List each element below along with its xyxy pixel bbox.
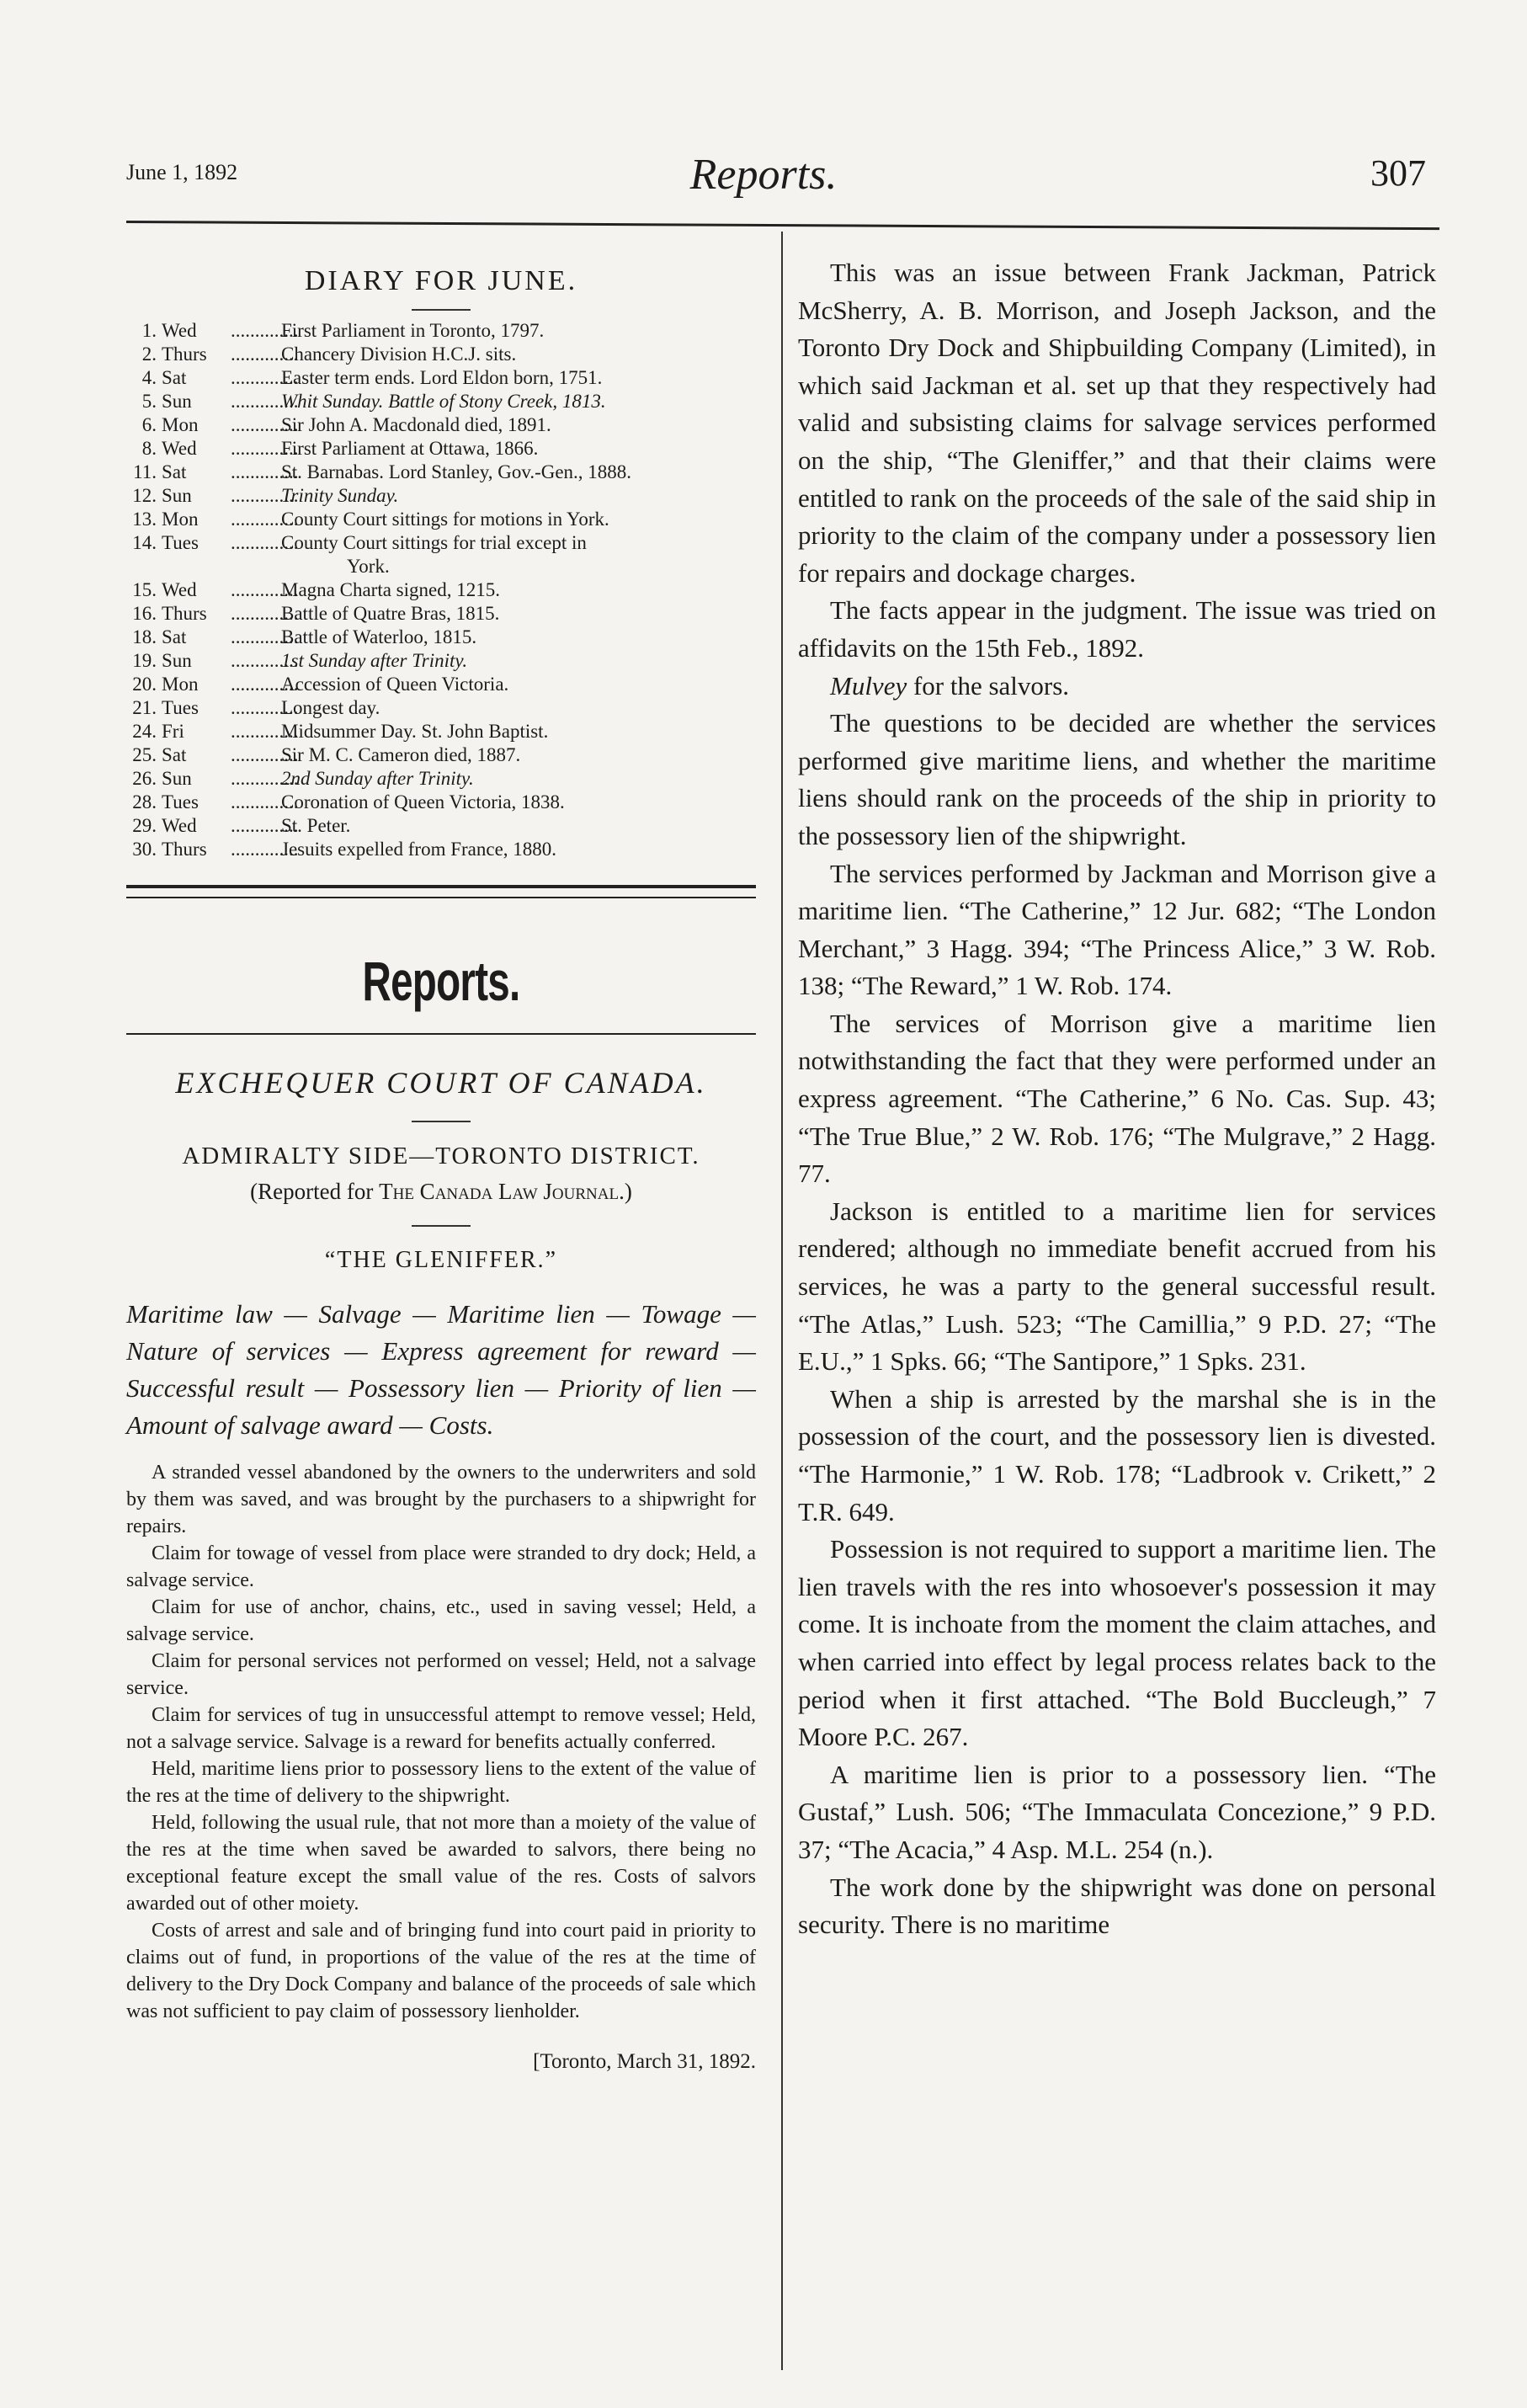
diary-weekday: Tues: [162, 791, 199, 812]
diary-leader-dots: ..............: [231, 768, 299, 789]
journal-name: The Canada Law Journal: [379, 1179, 620, 1204]
diary-day-number: 5.: [141, 391, 157, 412]
diary-entry: [126, 366, 756, 390]
body-paragraph: Mulvey for the salvors.: [830, 670, 1070, 701]
counsel-name: Mulvey: [830, 670, 907, 701]
reported-prefix: (Reported for: [250, 1179, 380, 1204]
diary-entry: [126, 626, 756, 649]
diary-event: Jesuits expelled from France, 1880.: [281, 839, 557, 860]
dateline: [Toronto, March 31, 1892.: [533, 2050, 756, 2073]
diary-day-number: 14.: [132, 532, 157, 553]
headnote-paragraph: Claim for services of tug in unsuccessful attempt to remove vessel; Held, not a salvage service. Salvage is a reward for benefits actually conferred.: [126, 1704, 756, 1753]
diary-leader-dots: ..............: [231, 791, 299, 812]
diary-leader-dots: ..............: [231, 674, 299, 695]
diary-entry: [126, 390, 756, 413]
left-column: [126, 240, 756, 2074]
diary-leader-dots: ..............: [231, 532, 299, 553]
diary-leader-dots: ..............: [231, 509, 299, 530]
diary-event: Magna Charta signed, 1215.: [281, 579, 500, 600]
diary-entry: [126, 673, 756, 696]
diary-weekday: Sun: [162, 485, 192, 506]
diary-day-number: 16.: [132, 603, 157, 624]
diary-leader-dots: ..............: [231, 391, 299, 412]
diary-leader-dots: ..............: [231, 579, 299, 600]
reported-suffix: .): [619, 1179, 632, 1204]
diary-day-number: 29.: [132, 815, 157, 836]
diary-leader-dots: ..............: [231, 485, 299, 506]
diary-day-number: 18.: [132, 626, 157, 647]
diary-event: Chancery Division H.C.J. sits.: [281, 344, 517, 365]
diary-event: Sir John A. Macdonald died, 1891.: [281, 414, 551, 435]
body-paragraph: Possession is not required to support a maritime lien. The lien travels with the res into whosoever's possession it may come. It is inchoate from the moment the claim attaches, and when carried into effect by legal process relates back to the period when it first attached. “The Bold Buccleugh,” 7 Moore P.C. 267.: [798, 1534, 1436, 1752]
diary-entry: [126, 649, 756, 673]
diary-day-number: 30.: [132, 839, 157, 860]
headnote-paragraph: Claim for use of anchor, chains, etc., used in saving vessel; Held, a salvage service.: [126, 1596, 756, 1645]
body-paragraph: The questions to be decided are whether the services performed give maritime liens, and whether the maritime liens should rank on the proceeds of the ship in priority to the possessory lien of the shipwright.: [798, 708, 1436, 850]
header-date: June 1, 1892: [126, 160, 238, 184]
diary-weekday: Wed: [162, 320, 197, 341]
column-divider: [781, 232, 783, 2370]
diary-weekday: Wed: [162, 579, 197, 600]
diary-entry: [126, 791, 756, 814]
diary-entry: [126, 413, 756, 437]
diary-event: First Parliament at Ottawa, 1866.: [281, 438, 539, 459]
diary-event: Sir M. C. Cameron died, 1887.: [281, 744, 521, 765]
diary-list: [126, 319, 756, 861]
diary-weekday: Wed: [162, 438, 197, 459]
diary-entry: [126, 437, 756, 461]
diary-day-number: 2.: [141, 344, 157, 365]
diary-weekday: Sat: [162, 626, 187, 647]
diary-day-number: 25.: [132, 744, 157, 765]
diary-event: Battle of Waterloo, 1815.: [281, 626, 477, 647]
diary-day-number: 19.: [132, 650, 157, 671]
double-rule: [126, 885, 756, 898]
diary-day-number: 20.: [132, 674, 157, 695]
right-column: [798, 254, 1436, 1944]
diary-event: Easter term ends. Lord Eldon born, 1751.: [281, 367, 603, 388]
diary-leader-dots: ..............: [231, 815, 299, 836]
headnote-paragraph: A stranded vessel abandoned by the owners to the underwriters and sold by them was saved, and was brought by the purchasers to a shipwright for repairs.: [126, 1462, 756, 1537]
headnote-paragraph: Claim for towage of vessel from place were stranded to dry dock; Held, a salvage service.: [126, 1542, 756, 1591]
diary-entry: [126, 602, 756, 626]
headnote-paragraph: Held, following the usual rule, that not more than a moiety of the value of the res at the time when saved be awarded to salvors, there being no exceptional feature except the small value of the res. Costs of salvors awarded out of other moiety.: [126, 1812, 756, 1915]
diary-leader-dots: ..............: [231, 438, 299, 459]
case-rule: [412, 1225, 471, 1227]
headnote-paragraph: Costs of arrest and sale and of bringing fund into court paid in priority to claims out of fund, in proportions of the value of the res at the time of delivery to the Dry Dock Company and balance of the proceeds of sale which was not sufficient to pay claim of possessory lienholder.: [126, 1920, 756, 2022]
diary-rule: [412, 309, 471, 311]
diary-entry: [126, 696, 756, 720]
header-rule: [126, 221, 1439, 230]
diary-day-number: 8.: [141, 438, 157, 459]
court-name: EXCHEQUER COURT OF CANADA.: [175, 1066, 707, 1100]
diary-day-number: 1.: [141, 320, 157, 341]
diary-entry: [126, 720, 756, 743]
diary-leader-dots: ..............: [231, 744, 299, 765]
body-paragraph: A maritime lien is prior to a possessory lien. “The Gustaf,” Lush. 506; “The Immaculata Concezione,” 9 P.D. 37; “The Acacia,” 4 Asp. M.L. 254 (n.).: [798, 1759, 1436, 1864]
diary-weekday: Thurs: [162, 839, 207, 860]
diary-day-number: 28.: [132, 791, 157, 812]
diary-entry: [126, 814, 756, 838]
diary-entry: [126, 508, 756, 531]
diary-weekday: Sat: [162, 744, 187, 765]
diary-event: County Court sittings for motions in York.: [281, 509, 609, 530]
diary-event: Trinity Sunday.: [281, 485, 399, 506]
diary-event-continuation: York.: [347, 556, 390, 577]
diary-entry: [126, 484, 756, 508]
diary-entry: [126, 461, 756, 484]
diary-entry: [126, 767, 756, 791]
diary-leader-dots: ..............: [231, 414, 299, 435]
diary-weekday: Fri: [162, 721, 184, 742]
diary-leader-dots: ..............: [231, 839, 299, 860]
diary-event: Midsummer Day. St. John Baptist.: [281, 721, 549, 742]
diary-event: St. Peter.: [281, 815, 351, 836]
diary-entry: [126, 578, 756, 602]
admiralty-side: ADMIRALTY SIDE—TORONTO DISTRICT.: [182, 1143, 700, 1169]
diary-event: 2nd Sunday after Trinity.: [281, 768, 474, 789]
diary-weekday: Sun: [162, 650, 192, 671]
header-title: Reports.: [689, 151, 838, 199]
diary-weekday: Tues: [162, 532, 199, 553]
case-keywords: Maritime law — Salvage — Maritime lien — Towage — Nature of services — Express agreement for reward — Successful result — Possessory lien — Priority of lien — Amount of salvage award — Costs.: [126, 1299, 756, 1440]
diary-leader-dots: ..............: [231, 461, 299, 482]
diary-weekday: Mon: [162, 414, 199, 435]
headnote: [126, 1459, 756, 2025]
diary-event: Battle of Quatre Bras, 1815.: [281, 603, 500, 624]
headnote-paragraph: Claim for personal services not performed on vessel; Held, not a salvage service.: [126, 1650, 756, 1699]
section-rule: [126, 1033, 756, 1035]
diary-weekday: Sun: [162, 768, 192, 789]
body-paragraph: The services of Morrison give a maritime lien notwithstanding the fact that they were performed under an express agreement. “The Catherine,” 6 No. Cas. Sup. 43; “The True Blue,” 2 W. Rob. 176; “The Mulgrave,” 2 Hagg. 77.: [798, 1008, 1436, 1189]
reports-heading: Reports.: [362, 950, 520, 1012]
body-paragraph: When a ship is arrested by the marshal she is in the possession of the court, and the possessory lien is divested. “The Harmonie,” 1 W. Rob. 178; “Ladbrook v. Crikett,” 2 T.R. 649.: [798, 1383, 1436, 1526]
diary-day-number: 6.: [141, 414, 157, 435]
diary-weekday: Tues: [162, 697, 199, 718]
diary-entry: [126, 531, 756, 555]
page-number: 307: [1370, 152, 1426, 194]
body-paragraph: The services performed by Jackman and Morrison give a maritime lien. “The Catherine,” 12 Jur. 682; “The London Merchant,” 3 Hagg. 394; “The Princess Alice,” 3 W. Rob. 138; “The Reward,” 1 W. Rob. 174.: [798, 858, 1436, 1001]
body-paragraph: Jackson is entitled to a maritime lien for services rendered; although no immediate benefit accrued from his services, he was a party to the general successful result. “The Atlas,” Lush. 523; “The Camillia,” 9 P.D. 27; “The E.U.,” 1 Spks. 66; “The Santipore,” 1 Spks. 231.: [798, 1196, 1436, 1377]
diary-weekday: Mon: [162, 674, 199, 695]
diary-day-number: 26.: [132, 768, 157, 789]
case-name: “THE GLENIFFER.”: [324, 1247, 558, 1273]
diary-weekday: Sat: [162, 461, 187, 482]
diary-leader-dots: ..............: [231, 721, 299, 742]
body-paragraph: The facts appear in the judgment. The issue was tried on affidavits on the 15th Feb., 1892.: [798, 595, 1436, 663]
diary-day-number: 12.: [132, 485, 157, 506]
diary-leader-dots: ..............: [231, 344, 299, 365]
diary-title: DIARY FOR JUNE.: [304, 265, 578, 296]
diary-weekday: Thurs: [162, 603, 207, 624]
diary-entry: [126, 343, 756, 366]
body-paragraph: This was an issue between Frank Jackman, Patrick McSherry, A. B. Morrison, and Joseph Jackson, and the Toronto Dry Dock and Shipbuilding Company (Limited), in which said Jackman et al. set up that they respectively had valid and subsisting claims for salvage services performed on the ship, “The Gleniffer,” and that their claims were entitled to rank on the proceeds of the sale of the said ship in priority to the claim of the company under a possessory lien for repairs and dockage charges.: [798, 258, 1436, 588]
diary-leader-dots: ..............: [231, 603, 299, 624]
diary-event: Whit Sunday. Battle of Stony Creek, 1813.: [281, 391, 606, 412]
diary-event: First Parliament in Toronto, 1797.: [281, 320, 545, 341]
diary-day-number: 11.: [133, 461, 157, 482]
diary-event: Longest day.: [281, 697, 380, 718]
diary-day-number: 15.: [132, 579, 157, 600]
diary-weekday: Wed: [162, 815, 197, 836]
body-paragraph: The work done by the shipwright was done on personal security. There is no maritime: [798, 1872, 1436, 1940]
diary-weekday: Sat: [162, 367, 187, 388]
diary-leader-dots: ..............: [231, 697, 299, 718]
diary-leader-dots: ..............: [231, 650, 299, 671]
court-rule: [412, 1121, 471, 1122]
diary-weekday: Thurs: [162, 344, 207, 365]
diary-event: St. Barnabas. Lord Stanley, Gov.-Gen., 1888.: [281, 461, 632, 482]
diary-event: Accession of Queen Victoria.: [281, 674, 509, 695]
reported-for: [126, 1179, 756, 1205]
diary-day-number: 4.: [141, 367, 157, 388]
diary-entry: [126, 838, 756, 861]
diary-event: County Court sittings for trial except in: [281, 532, 587, 553]
diary-day-number: 21.: [132, 697, 157, 718]
diary-weekday: Mon: [162, 509, 199, 530]
diary-entry: [126, 319, 756, 343]
diary-day-number: 13.: [132, 509, 157, 530]
diary-event: 1st Sunday after Trinity.: [281, 650, 468, 671]
diary-entry: [126, 743, 756, 767]
diary-leader-dots: ..............: [231, 320, 299, 341]
diary-leader-dots: ..............: [231, 626, 299, 647]
headnote-paragraph: Held, maritime liens prior to possessory liens to the extent of the value of the res at the time of delivery to the shipwright.: [126, 1758, 756, 1807]
diary-event: Coronation of Queen Victoria, 1838.: [281, 791, 565, 812]
diary-weekday: Sun: [162, 391, 192, 412]
diary-day-number: 24.: [132, 721, 157, 742]
diary-leader-dots: ..............: [231, 367, 299, 388]
